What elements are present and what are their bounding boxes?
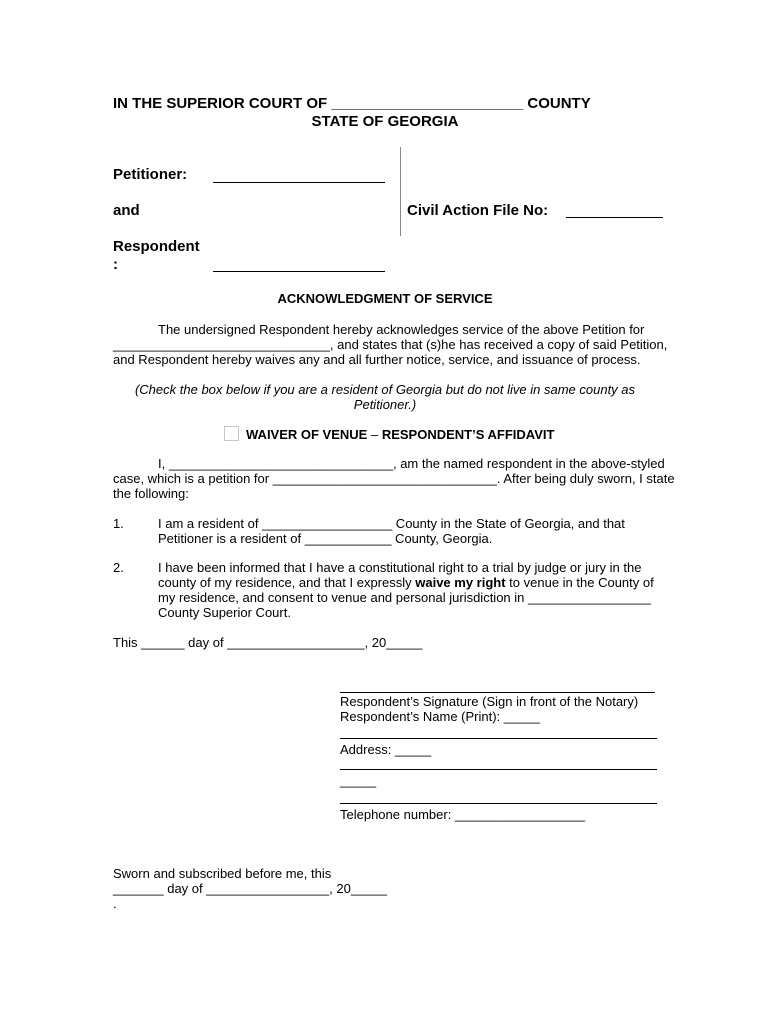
item-2-line-2-pre: county of my residence, and that I expressly [158,575,416,590]
notary-line-3: . [113,896,117,911]
item-2-line-2-bold: waive my right [415,575,506,590]
state-heading: STATE OF GEORGIA [311,113,459,130]
respondent-label: Respondent [113,238,200,255]
civil-action-field[interactable] [566,217,663,218]
document-title: ACKNOWLEDGMENT OF SERVICE [277,291,493,306]
waiver-dash: – [367,427,382,442]
item-2-line-4: County Superior Court. [158,605,291,620]
telephone-line[interactable] [340,803,657,804]
and-label: and [113,202,140,219]
instruction-line-1: (Check the box below if you are a resident of Georgia but do not live in same county as [134,382,636,397]
item-2-line-1: I have been informed that I have a constitutional right to a trial by judge or jury in the [158,560,642,575]
civil-action-label: Civil Action File No: [407,202,549,219]
respondent-field[interactable] [213,271,385,272]
notary-line-2: _______ day of _________________, 20_____ [113,881,387,896]
date-line: This ______ day of ___________________, 20_____ [113,635,423,650]
intro-line-2: ______________________________, and states that (s)he has received a copy of said Petition, [113,337,668,352]
address-line[interactable] [340,769,657,770]
name-print-label: Respondent’s Name (Print): _____ [340,709,540,724]
petitioner-field[interactable] [213,182,385,183]
petitioner-label: Petitioner: [113,166,188,183]
signature-line[interactable] [340,692,655,693]
waiver-of-venue-checkbox[interactable] [224,426,239,441]
affidavit-line-1: I, _______________________________, am the named respondent in the above-styled [158,456,665,471]
item-2-line-2 [158,575,654,590]
name-line[interactable] [340,738,657,739]
intro-line-3: and Respondent hereby waives any and all further notice, service, and issuance of process. [113,352,641,367]
notary-line-1: Sworn and subscribed before me, this [113,866,332,881]
address-label: Address: _____ [340,742,432,757]
waiver-label-b: RESPONDENT’S AFFIDAVIT [381,427,555,442]
waiver-label-a: WAIVER OF VENUE [246,427,368,442]
affidavit-line-3: the following: [113,486,189,501]
item-1-line-2: Petitioner is a resident of ____________ County, Georgia. [158,531,493,546]
instruction-line-2: Petitioner.) [353,397,417,412]
court-heading: IN THE SUPERIOR COURT OF _______________________ COUNTY [113,95,591,112]
affidavit-line-2: case, which is a petition for _______________________________. After being duly sworn, I state [113,471,675,486]
caption-divider [400,147,401,236]
item-1-line-1: I am a resident of __________________ County in the State of Georgia, and that [158,516,625,531]
waiver-heading [246,427,554,442]
respondent-colon: : [113,256,118,273]
address-continuation: _____ [340,773,377,788]
signature-label: Respondent’s Signature (Sign in front of the Notary) [340,694,639,709]
intro-line-1: The undersigned Respondent hereby acknowledges service of the above Petition for [158,322,645,337]
item-2-number: 2. [113,560,124,575]
item-2-line-2-post: to venue in the County of [505,575,654,590]
telephone-label: Telephone number: __________________ [340,807,586,822]
item-1-number: 1. [113,516,124,531]
item-2-line-3: my residence, and consent to venue and personal jurisdiction in _________________ [158,590,651,605]
